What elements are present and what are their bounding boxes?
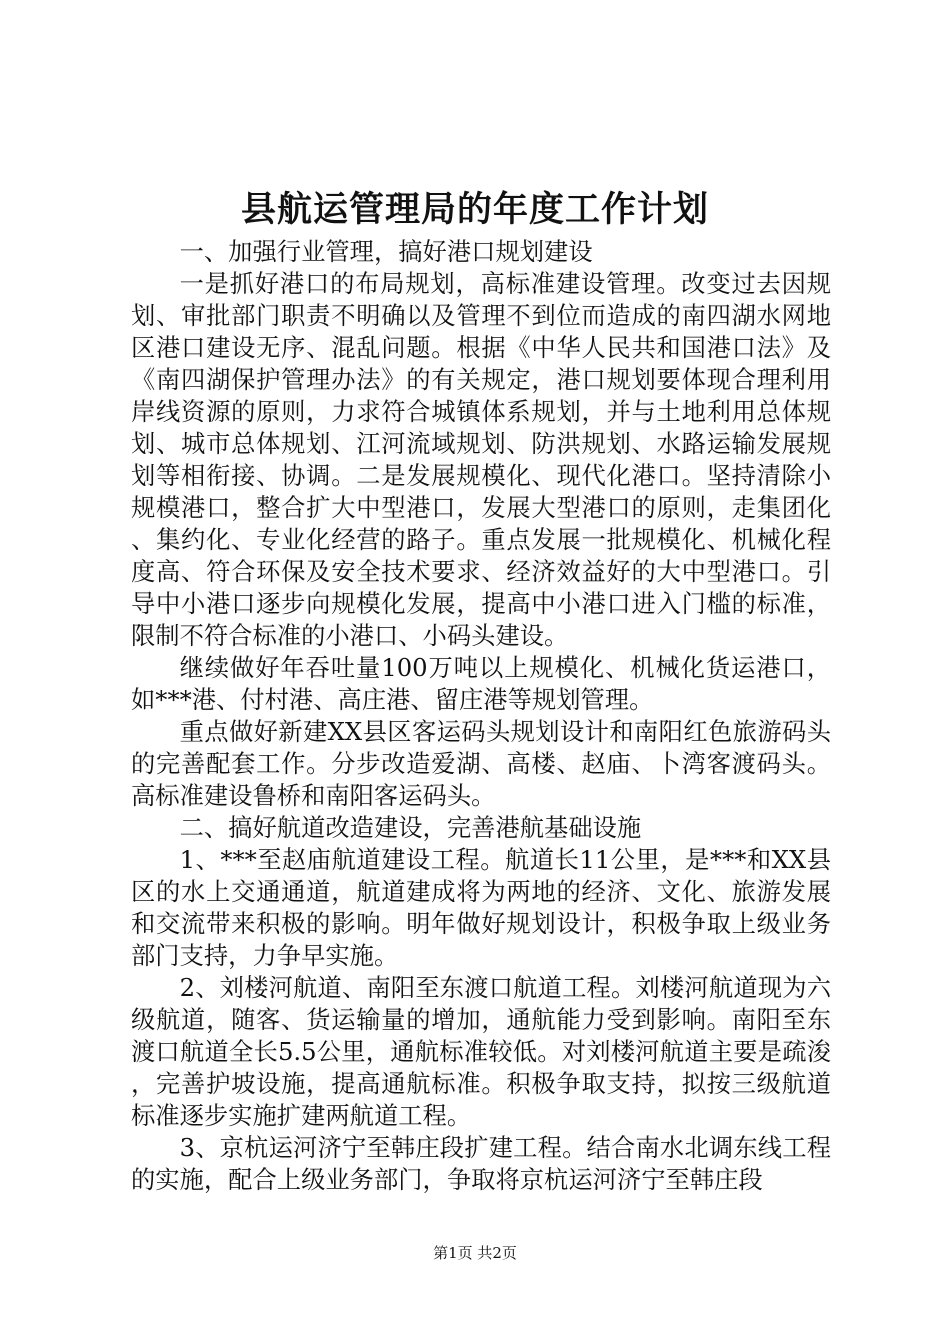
paragraph-liulou-channel: 2、刘楼河航道、南阳至东渡口航道工程。刘楼河航道现为六级航道，随客、货运输量的增加，通航能力受到影响。南阳至东渡口航道全长5.5公里，通航标准较低。对刘楼河航道主要是疏浚，完善护坡设施，提高通航标准。积极争取支持，拟按三级航道标准逐步实施扩建两航道工程。: [131, 973, 831, 1130]
paragraph-port-planning: 一是抓好港口的布局规划，高标准建设管理。改变过去因规划、审批部门职责不明确以及管理不到位而造成的南四湖水网地区港口建设无序、混乱问题。根据《中华人民共和国港口法》及《南四湖保护管理办法》的有关规定，港口规划要体现合理利用岸线资源的原则，力求符合城镇体系规划，并与土地利用总体规划、城市总体规划、江河流域规划、防洪规划、水路运输发展规划等相衔接、协调。二是发展规模化、现代化港口。坚持清除小规模港口，整合扩大中型港口，发展大型港口的原则，走集团化、集约化、专业化经营的路子。重点发展一批规模化、机械化程度高、符合环保及安全技术要求、经济效益好的大中型港口。引导中小港口逐步向规模化发展，提高中小港口进入门槛的标准，限制不符合标准的小港口、小码头建设。: [131, 269, 831, 650]
paragraph-passenger-terminals: 重点做好新建XX县区客运码头规划设计和南阳红色旅游码头的完善配套工作。分步改造爱湖、高楼、赵庙、卜湾客渡码头。高标准建设鲁桥和南阳客运码头。: [131, 717, 831, 810]
section-heading-2: 二、搞好航道改造建设，完善港航基础设施: [179, 813, 642, 842]
document-body: [131, 236, 831, 1196]
paragraph-grand-canal: 3、京杭运河济宁至韩庄段扩建工程。结合南水北调东线工程的实施，配合上级业务部门，争取将京杭运河济宁至韩庄段: [131, 1133, 831, 1194]
section-heading-1: 一、加强行业管理，搞好港口规划建设: [179, 237, 593, 266]
paragraph-zhaomiao-channel: 1、***至赵庙航道建设工程。航道长11公里，是***和XX县区的水上交通通道，航道建成将为两地的经济、文化、旅游发展和交流带来积极的影响。明年做好规划设计，积极争取上级业务部门支持，力争早实施。: [131, 845, 831, 970]
document-title: 县航运管理局的年度工作计划: [240, 190, 709, 230]
paragraph-cargo-ports: 继续做好年吞吐量100万吨以上规模化、机械化货运港口，如***港、付村港、高庄港、留庄港等规划管理。: [131, 653, 831, 714]
page-footer: 第1页 共2页: [433, 1244, 517, 1262]
